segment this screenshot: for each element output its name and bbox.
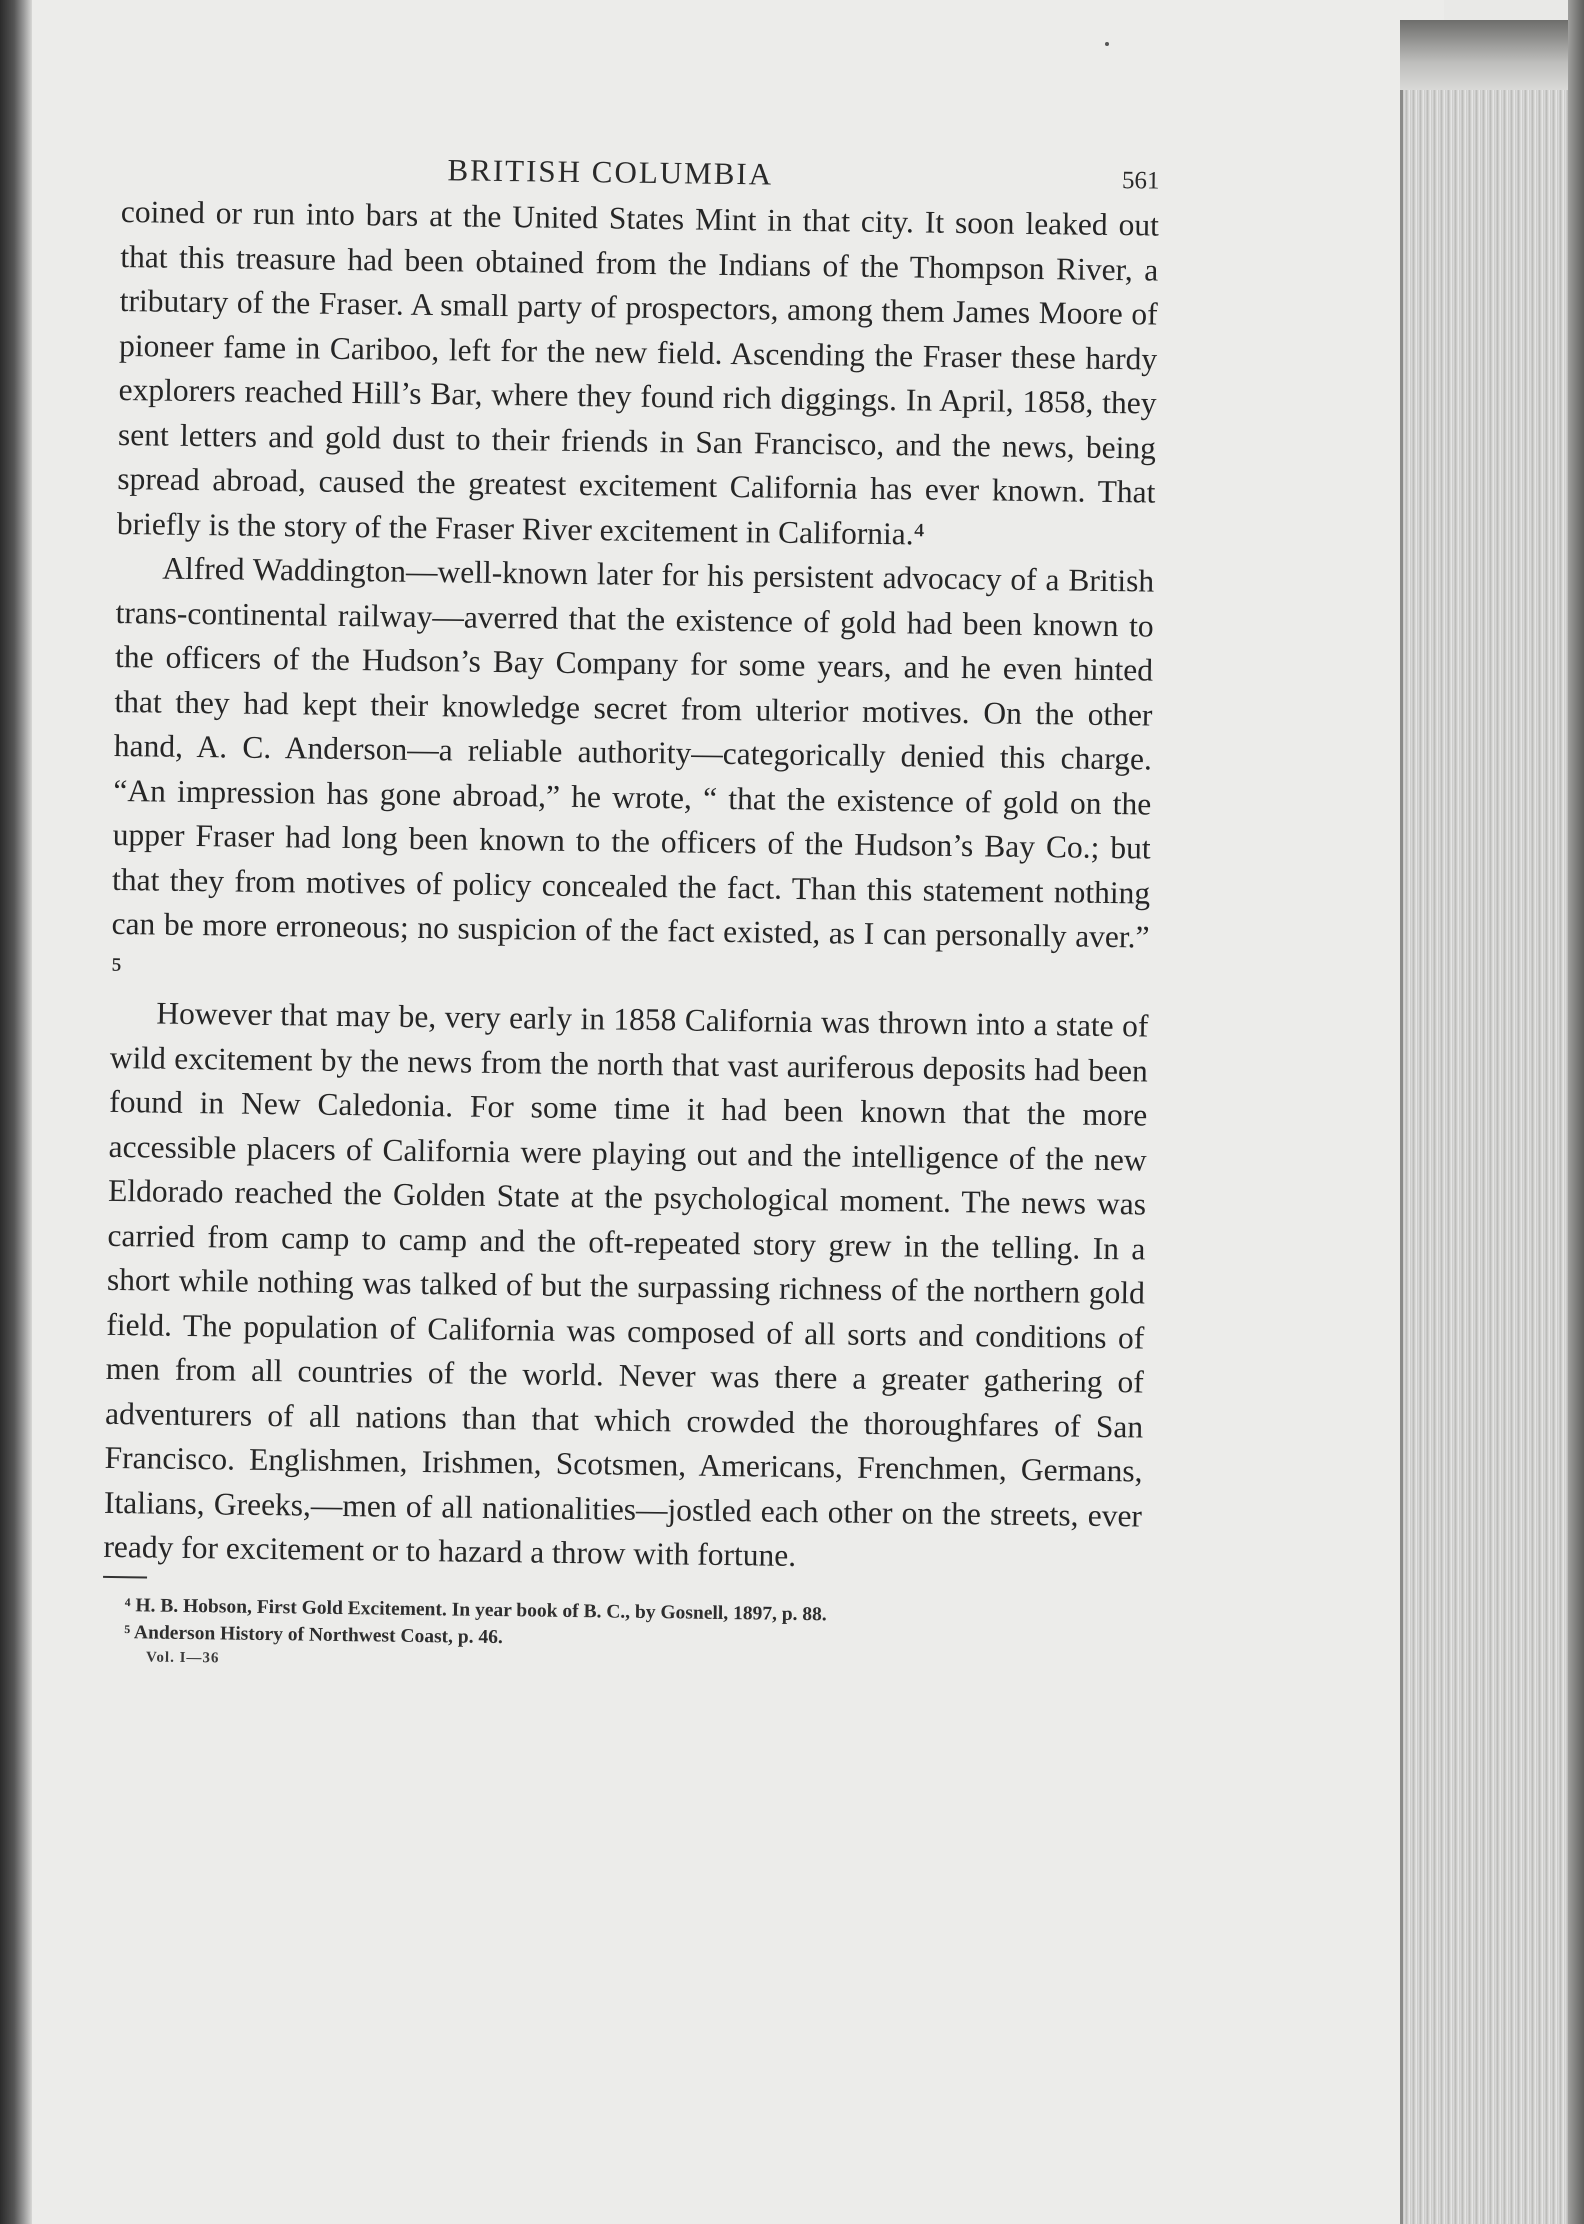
book-cover-edge bbox=[1568, 0, 1584, 2224]
paragraph-3: However that may be, very early in 1858 California was thrown into a state of wild excitement by the news from the north that vast auriferous deposits had been found in New Caledonia. For some time it had been known that the more accessible placers of California were playing out and the intelligence of the new Eldorado reached the Golden State at the psychological moment. The news was carried from camp to camp and the oft-repeated story grew in the telling. In a short while nothing was talked of but the surpassing richness of the northern gold field. The population of California was composed of all sorts and conditions of men from all countries of the world. Never was there a greater gathering of adventurers of all nations than that which crowded the thoroughfares of San Francisco. Englishmen, Irishmen, Scotsmen, Americans, Frenchmen, Germans, Italians, Greeks,—men of all nationalities—jostled each other on the streets, ever ready for excitement or to hazard a throw with fortune. bbox=[103, 995, 1149, 1573]
paragraph-1: coined or run into bars at the United States Mint in that city. It soon leaked out that this treasure had been obtained from the Indians of the Thompson River, a tributary of the Fraser. A small party of prospectors, among them James Moore of pioneer fame in Cariboo, left for the new field. Ascending the Fraser these hardy explorers reached Hill’s Bar, where they found rich diggings. In April, 1858, they sent letters and gold dust to their friends in San Francisco, and the news, being spread abroad, caused the greatest excitement California has ever known. That briefly is the story of the Fraser River excitement in California.⁴ bbox=[116, 193, 1160, 552]
paragraph-2: Alfred Waddington—well-known later for his persistent advocacy of a British trans-continental railway—averred that the existence of gold had been known to the officers of the Hudson’s Bay Company for some years, and he even hinted that they had kept their knowledge secret from ulterior motives. On the other hand, A. C. Anderson—a reliable authority—categorically denied this charge. “An impression has gone abroad,” he wrote, “ that the existence of gold on the upper Fraser had long been known to the officers of the Hudson’s Bay Co.; but that they from motives of policy concealed the fact. Than this statement nothing can be more erroneous; no suspicion of the fact existed, as I can personally aver.” ⁵ bbox=[110, 550, 1155, 986]
footnote-rule bbox=[103, 1575, 147, 1578]
text-block bbox=[102, 130, 1160, 1681]
running-head: BRITISH COLUMBIA bbox=[447, 152, 774, 192]
footnote-5: ⁵ Anderson History of Northwest Coast, p. 46. bbox=[124, 1621, 503, 1648]
page-edges-shadow bbox=[1400, 20, 1584, 90]
page-edges bbox=[1400, 20, 1573, 2224]
signature-mark: Vol. I—36 bbox=[145, 1648, 220, 1666]
dust-speck bbox=[1105, 42, 1109, 46]
footnote-4: ⁴ H. B. Hobson, First Gold Excitement. In year book of B. C., by Gosnell, 1897, p. 88. bbox=[124, 1594, 827, 1625]
page-number: 561 bbox=[1121, 167, 1160, 195]
book-spine-shadow bbox=[0, 0, 32, 2224]
